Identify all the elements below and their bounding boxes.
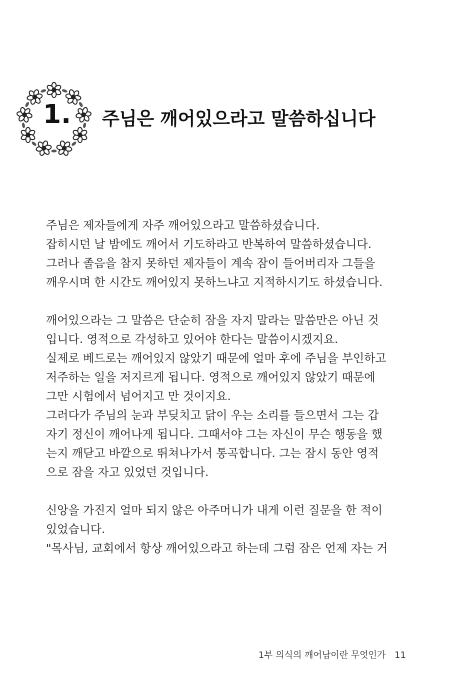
text-line: 주님은 제자들에게 자주 깨어있으라고 말씀하셨습니다. — [46, 218, 320, 232]
wreath-leaf — [71, 141, 77, 147]
chapter-title: 주님은 깨어있으라고 말씀하십니다 — [102, 109, 376, 130]
text-line: "목사님, 교회에서 항상 깨어있으라고 하는데 그럼 잠은 언제 자는 거 — [46, 541, 388, 555]
text-line: 자기 정신이 깨어나게 됩니다. 그때서야 그는 자신이 무슨 행동을 했 — [46, 427, 383, 441]
text-line: 잡히시던 날 밤에도 깨어서 기도하라고 반복하여 말씀하셨습니다. — [46, 237, 372, 251]
chapter-number: 1. — [43, 100, 71, 130]
page-footer — [252, 648, 406, 661]
wreath-flower — [20, 127, 35, 142]
text-line: 그만 시험에서 넘어지고 만 것이지요. — [46, 389, 231, 403]
page-number: 11 — [394, 651, 406, 661]
wreath-leaf — [25, 101, 30, 107]
text-line: 입니다. 영적으로 각성하고 있어야 한다는 말씀이시겠지요. — [46, 332, 339, 346]
text-line: 그러다가 주님의 눈과 부딪치고 닭이 우는 소리를 들으면서 그는 갑 — [46, 408, 379, 422]
wreath-leaf — [83, 122, 87, 128]
wreath-leaf — [22, 122, 26, 128]
wreath-leaf — [61, 89, 67, 94]
text-line: 저주하는 일을 저지르게 됩니다. 영적으로 깨어있지 않았기 때문에 — [46, 370, 376, 384]
text-line: 실제로 베드로는 깨어있지 않았기 때문에 얼마 후에 주님을 부인하고 — [46, 351, 387, 365]
text-line: 깨어있으라는 그 말씀은 단순히 잠을 자지 말라는 말씀만은 아닌 것 — [46, 313, 379, 327]
paragraph — [46, 501, 406, 558]
wreath-leaf — [40, 89, 46, 94]
chapter-heading — [14, 80, 434, 160]
footer-section-title: 1부 의식의 깨어남이란 무엇인가 — [258, 651, 386, 661]
paragraph — [46, 311, 406, 482]
wreath-flower — [56, 140, 72, 156]
text-line: 신앙을 가진지 얼마 되지 않은 아주머니가 내게 이런 질문을 한 적이 — [46, 503, 383, 517]
wreath-flower — [17, 107, 33, 123]
text-line: 깨우시며 한 시간도 깨어있지 못하느냐고 지적하시기도 하셨습니다. — [46, 275, 383, 289]
wreath-flower — [76, 107, 92, 123]
wreath-leaf — [31, 141, 37, 147]
wreath-flower — [46, 82, 61, 97]
text-line: 그러나 졸음을 참지 못하던 제자들이 계속 잠이 들어버리자 그들을 — [46, 256, 376, 270]
text-line: 으로 잠을 자고 있었던 것입니다. — [46, 465, 209, 479]
wreath-leaf — [78, 101, 83, 107]
text-line: 있었습니다. — [46, 522, 106, 536]
body-text — [46, 216, 406, 577]
text-line: 는지 깨닫고 바깥으로 뛰쳐나가서 통곡합니다. 그는 잠시 동안 영적 — [46, 446, 379, 460]
paragraph — [46, 216, 406, 292]
wreath-flower — [36, 140, 52, 156]
wreath-leaf — [51, 150, 57, 153]
